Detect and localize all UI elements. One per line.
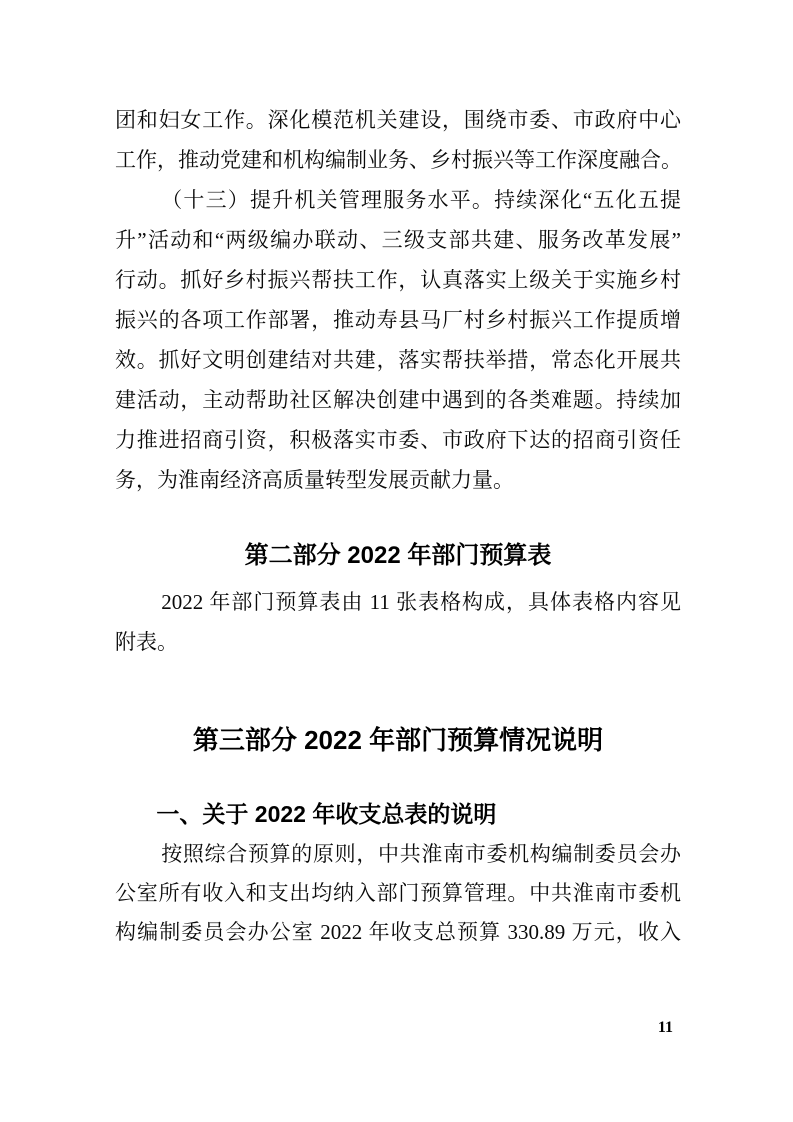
section1-subheading: 一、关于 2022 年收支总表的说明 xyxy=(156,801,497,827)
text-line: 行动。抓好乡村振兴帮扶工作，认真落实上级关于实施乡村 xyxy=(115,268,681,292)
paragraph-continuation xyxy=(115,100,681,180)
page-number: 11 xyxy=(657,1019,673,1036)
section1-paragraph xyxy=(115,835,681,952)
text-line: 建活动，主动帮助社区解决创建中遇到的各类难题。持续加 xyxy=(115,388,681,412)
part2-paragraph xyxy=(115,582,681,662)
text-line: 2022 年部门预算表由 11 张表格构成，具体表格内容见 xyxy=(161,590,681,614)
text-line: 升”活动和“两级编办联动、三级支部共建、服务改革发展” xyxy=(115,228,681,252)
text-line: 务，为淮南经济高质量转型发展贡献力量。 xyxy=(115,468,514,492)
paragraph-item-13 xyxy=(115,180,681,500)
part2-heading: 第二部分 2022 年部门预算表 xyxy=(244,542,552,569)
text-line: 附表。 xyxy=(115,630,178,654)
text-line: 构编制委员会办公室 2022 年收支总预算 330.89 万元，收入 xyxy=(115,920,681,944)
text-line: 力推进招商引资，积极落实市委、市政府下达的招商引资任 xyxy=(115,428,681,452)
text-line: 工作，推动党建和机构编制业务、乡村振兴等工作深度融合。 xyxy=(115,148,682,172)
part3-heading: 第三部分 2022 年部门预算情况说明 xyxy=(192,725,604,755)
text-line: 振兴的各项工作部署，推动寿县马厂村乡村振兴工作提质增 xyxy=(115,308,681,332)
text-line: 效。抓好文明创建结对共建，落实帮扶举措，常态化开展共 xyxy=(115,348,681,372)
page-content xyxy=(115,100,681,952)
text-line: 按照综合预算的原则，中共淮南市委机构编制委员会办 xyxy=(161,842,681,866)
text-line: 团和妇女工作。深化模范机关建设，围绕市委、市政府中心 xyxy=(115,108,681,132)
text-line: 公室所有收入和支出均纳入部门预算管理。中共淮南市委机 xyxy=(115,881,681,905)
text-line: （十三）提升机关管理服务水平。持续深化“五化五提 xyxy=(161,188,681,212)
